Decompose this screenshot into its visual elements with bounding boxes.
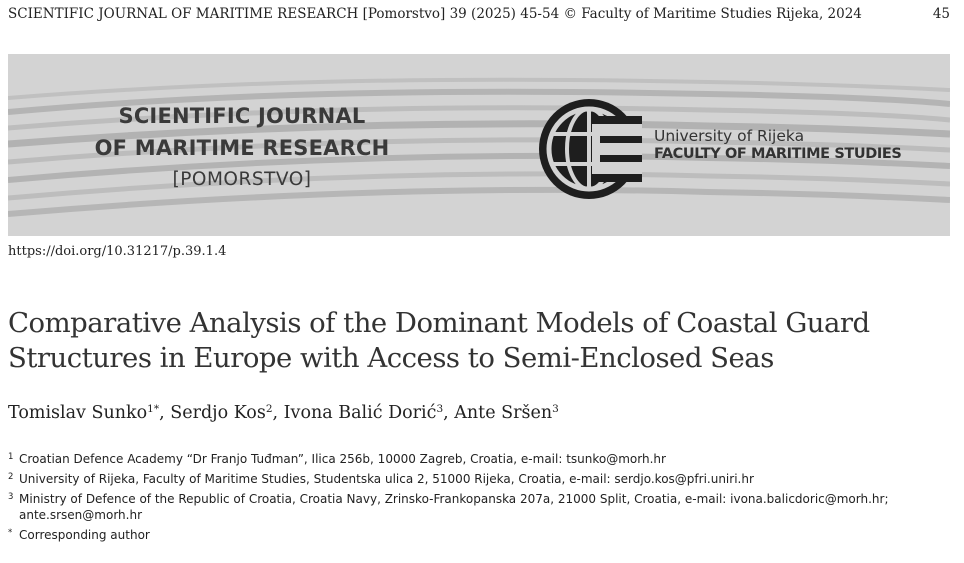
affiliation-marker: *	[8, 528, 13, 538]
paper-title	[8, 306, 953, 376]
author-list	[8, 403, 559, 423]
corresponding-author-note	[8, 527, 958, 543]
journal-citation: SCIENTIFIC JOURNAL OF MARITIME RESEARCH [Pomorstvo] 39 (2025) 45-54 © Faculty of Maritime Studies Rijeka, 2024	[8, 6, 862, 22]
affiliation-item	[8, 471, 958, 487]
author-name: Ivona Balić Dorić	[283, 403, 437, 423]
journal-banner	[8, 54, 950, 236]
running-header	[8, 6, 950, 26]
author-affiliation-marker: 1*	[147, 403, 160, 415]
author-affiliation-marker: 2	[265, 403, 273, 415]
affiliation-list	[8, 451, 958, 547]
affiliation-marker: 1	[8, 452, 14, 462]
journal-name-line2: OF MARITIME RESEARCH	[94, 136, 390, 160]
journal-name	[84, 100, 400, 196]
corresponding-author-text: Corresponding author	[19, 528, 150, 542]
author-affiliation-marker: 3	[552, 403, 559, 415]
faculty-label: FACULTY OF MARITIME STUDIES	[654, 146, 902, 162]
affiliation-marker: 2	[8, 472, 14, 482]
author-affiliation-marker: 3	[436, 403, 444, 415]
doi-link[interactable]: https://doi.org/10.31217/p.39.1.4	[8, 244, 227, 259]
author-name: Ante Sršen	[454, 403, 553, 423]
author-separator: ,	[159, 403, 171, 423]
journal-name-line3: [POMORSTVO]	[172, 169, 312, 190]
paper-title-line2: Structures in Europe with Access to Semi-Enclosed Seas	[8, 342, 774, 374]
author-name: Serdjo Kos	[170, 403, 266, 423]
journal-name-line1: SCIENTIFIC JOURNAL	[118, 104, 366, 128]
affiliation-text: Croatian Defence Academy “Dr Franjo Tuđman”, Ilica 256b, 10000 Zagreb, Croatia, e-mail: tsunko@morh.hr	[19, 452, 666, 466]
university-name	[654, 127, 901, 163]
affiliation-item	[8, 451, 958, 467]
university-label: University of Rijeka	[654, 127, 805, 145]
author-separator: ,	[272, 403, 284, 423]
paper-title-line1: Comparative Analysis of the Dominant Models of Coastal Guard	[8, 307, 870, 339]
globe-with-e-emblem-icon	[534, 94, 644, 204]
author-name: Tomislav Sunko	[8, 403, 148, 423]
affiliation-item	[8, 491, 958, 523]
affiliation-text: University of Rijeka, Faculty of Maritime Studies, Studentska ulica 2, 51000 Rijeka, Croatia, e-mail: serdjo.kos@pfri.uniri.hr	[19, 472, 754, 486]
affiliation-text: Ministry of Defence of the Republic of Croatia, Croatia Navy, Zrinsko-Frankopanska 207a, 21000 Split, Croatia, e-mail: ivona.balicdoric@morh.hr;	[19, 492, 889, 506]
author-separator: ,	[443, 403, 455, 423]
page-number: 45	[932, 6, 950, 22]
affiliation-text-continued: ante.srsen@morh.hr	[19, 508, 142, 522]
affiliation-marker: 3	[8, 492, 14, 502]
